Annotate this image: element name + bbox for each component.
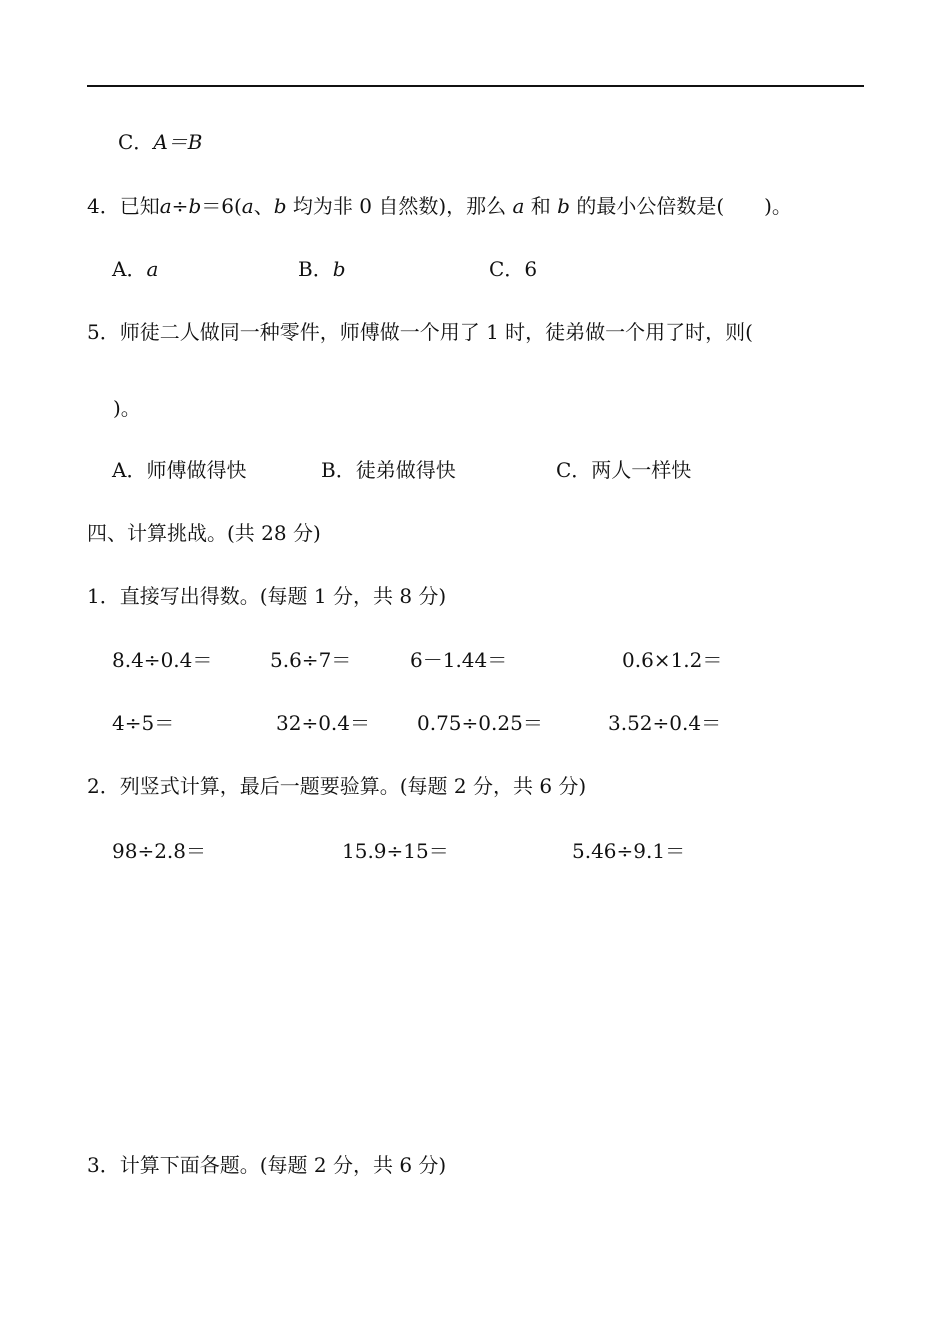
q4-text: 已知 xyxy=(119,194,160,218)
q4-text: 和 xyxy=(524,194,558,218)
q4-text: ＝6( xyxy=(201,194,242,218)
vertical-calc-item: 5.46÷9.1＝ xyxy=(572,839,686,863)
mental-math-item: 8.4÷0.4＝ xyxy=(112,648,213,672)
var-a: a xyxy=(241,194,254,218)
part-3-title: 3．计算下面各题。(每题 2 分，共 6 分) xyxy=(87,1153,447,1177)
option-value: a xyxy=(146,257,159,281)
div-sign: ÷ xyxy=(171,194,189,218)
mental-math-item: 6－1.44＝ xyxy=(410,648,508,672)
var-a: a xyxy=(159,194,172,218)
q4-option-b xyxy=(298,257,346,281)
q4-option-a xyxy=(112,257,158,281)
option-letter: C． xyxy=(489,257,525,281)
mental-math-item: 0.6×1.2＝ xyxy=(622,648,723,672)
mental-math-item: 5.6÷7＝ xyxy=(270,648,352,672)
var-b: b xyxy=(273,194,287,218)
question-5-line-1: 5．师徒二人做同一种零件，师傅做一个用了 1 时，徒弟做一个用了时，则( xyxy=(87,320,753,344)
q4-text: 、 xyxy=(253,194,274,218)
option-letter: A． xyxy=(112,257,147,281)
q4-option-c xyxy=(489,257,537,281)
mental-math-item: 0.75÷0.25＝ xyxy=(417,711,543,735)
vertical-calc-item: 15.9÷15＝ xyxy=(342,839,449,863)
var-a: a xyxy=(512,194,525,218)
part-1-title: 1．直接写出得数。(每题 1 分，共 8 分) xyxy=(87,584,447,608)
var-b: b xyxy=(557,194,570,218)
option-value: b xyxy=(332,257,346,281)
mental-math-item: 3.52÷0.4＝ xyxy=(608,711,722,735)
question-4 xyxy=(87,194,792,218)
question-5-line-2: )。 xyxy=(113,396,141,420)
header-rule xyxy=(87,85,864,87)
mental-math-item: 4÷5＝ xyxy=(112,711,175,735)
mental-math-item: 32÷0.4＝ xyxy=(276,711,371,735)
q3-option-c xyxy=(118,130,202,154)
q5-option-a: A．师傅做得快 xyxy=(112,458,247,482)
section-4-title: 四、计算挑战。(共 28 分) xyxy=(87,521,321,545)
question-number: 4． xyxy=(87,194,120,218)
q4-text: 均为非 0 自然数)，那么 xyxy=(286,194,513,218)
q5-option-c: C．两人一样快 xyxy=(556,458,692,482)
q5-option-b: B．徒弟做得快 xyxy=(321,458,456,482)
option-value: 6 xyxy=(524,257,538,281)
vertical-calc-item: 98÷2.8＝ xyxy=(112,839,207,863)
var-b: b xyxy=(188,194,202,218)
option-letter: C． xyxy=(118,130,154,154)
option-expression: A＝B xyxy=(153,130,203,154)
option-letter: B． xyxy=(298,257,333,281)
q4-text: 的最小公倍数是( )。 xyxy=(569,194,792,218)
part-2-title: 2．列竖式计算，最后一题要验算。(每题 2 分，共 6 分) xyxy=(87,774,587,798)
